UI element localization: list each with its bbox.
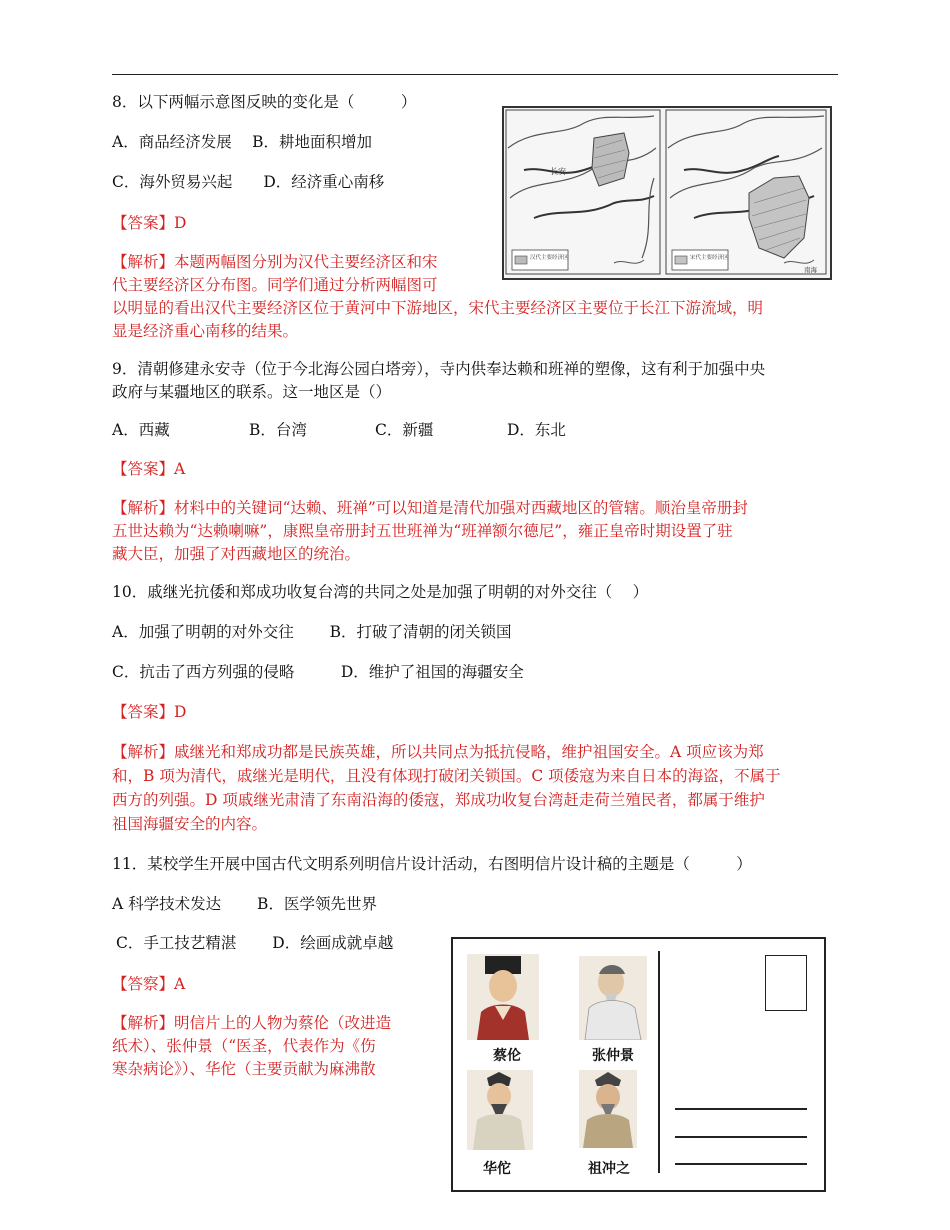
q8-analysis-line1: 【解析】本题两幅图分别为汉代主要经济区和宋 — [112, 253, 438, 271]
q8-options-cd: C．海外贸易兴起 D．经济重心南移 — [112, 173, 385, 191]
q9-analysis-line3: 藏大臣，加强了对西藏地区的统治。 — [112, 545, 361, 563]
q8-answer: 【答案】D — [112, 214, 187, 232]
q9-option-c: C．新疆 — [375, 421, 434, 439]
portrait-zu-chongzhi — [579, 1070, 637, 1148]
portrait-hua-tuo — [467, 1070, 533, 1150]
q11-analysis-line3: 寒杂病论》）、华佗（主要贡献为麻沸散 — [112, 1060, 376, 1078]
q11-answer: 【答察】A — [112, 975, 186, 993]
address-line-2 — [675, 1136, 807, 1138]
q11-analysis-line1: 【解析】明信片上的人物为蔡伦（改进造 — [112, 1014, 392, 1032]
han-dynasty-map — [506, 110, 660, 274]
q10-question: 10．戚继光抗倭和郑成功收复台湾的共同之处是加强了明朝的对外交往（ ） — [112, 583, 649, 601]
q10-analysis-line3: 西方的列强。D 项戚继光肃清了东南沿海的倭寇，郑成功收复台湾赶走荷兰殖民者，都属于维护 — [112, 791, 765, 809]
q9-analysis-line2: 五世达赖为“达赖喇嘛”，康熙皇帝册封五世班禅为“班禅额尔德尼”，雍正皇帝时期设置了驻 — [112, 522, 733, 540]
q8-analysis-line3: 以明显的看出汉代主要经济区位于黄河中下游地区，宋代主要经济区主要位于长江下游流域，明 — [112, 299, 764, 317]
q9-option-a: A．西藏 — [112, 421, 170, 439]
q10-options-cd: C．抗击了西方列强的侵略 D．维护了祖国的海疆安全 — [112, 663, 524, 681]
q10-analysis-line1: 【解析】戚继光和郑成功都是民族英雄，所以共同点为抵抗侵略，维护祖国安全。A 项应该为郑 — [112, 743, 764, 761]
q9-option-b: B．台湾 — [249, 421, 307, 439]
portrait-zhang-zhongjing — [579, 956, 647, 1040]
postcard-design — [451, 937, 826, 1192]
address-line-3 — [675, 1163, 807, 1165]
q8-options-ab: A．商品经济发展 B．耕地面积增加 — [112, 133, 373, 151]
q9-question-line2: 政府与某疆地区的联系。这一地区是（） — [112, 383, 392, 401]
q11-options-cd: C．手工技艺精湛 D．绘画成就卓越 — [116, 934, 394, 952]
q11-options-ab: A 科学技术发达 B．医学领先世界 — [112, 895, 377, 913]
stamp-box — [765, 955, 807, 1011]
q10-answer: 【答案】D — [112, 703, 187, 721]
name-zhang-zhongjing: 张仲景 — [592, 1048, 634, 1064]
q9-analysis-line1: 【解析】材料中的关键词“达赖、班禅”可以知道是清代加强对西藏地区的管辖。顺治皇帝册封 — [112, 499, 748, 517]
portrait-cai-lun — [467, 954, 539, 1040]
q11-analysis-line2: 纸术）、张仲景（“医圣，代表作为《伤 — [112, 1037, 376, 1055]
header-rule — [112, 74, 838, 75]
q9-answer: 【答案】A — [112, 460, 186, 478]
q9-option-d: D．东北 — [507, 421, 566, 439]
address-line-1 — [675, 1108, 807, 1110]
q10-analysis-line4: 祖国海疆安全的内容。 — [112, 815, 268, 833]
postcard-divider — [658, 951, 660, 1173]
name-cai-lun: 蔡伦 — [493, 1048, 521, 1064]
q8-analysis-line2: 代主要经济区分布图。同学们通过分析两幅图可 — [112, 276, 438, 294]
q8-analysis-line4: 显是经济重心南移的结果。 — [112, 322, 299, 340]
map-legend-song: 宋代主要经济区 — [690, 255, 729, 261]
q9-question-line1: 9．清朝修建永安寺（位于今北海公园白塔旁），寺内供奉达赖和班禅的塑像，这有利于加强中央 — [112, 360, 766, 378]
map-legend-han: 汉代主要经济区 — [530, 255, 569, 261]
economic-region-maps — [502, 106, 832, 280]
q11-question: 11．某校学生开展中国古代文明系列明信片设计活动，右图明信片设计稿的主题是（ ） — [112, 855, 752, 873]
q10-options-ab: A．加强了明朝的对外交往 B．打破了清朝的闭关锁国 — [112, 623, 512, 641]
map-label-nanhai: 南海 — [804, 266, 817, 274]
q8-question: 8．以下两幅示意图反映的变化是（ ） — [112, 93, 417, 111]
name-zu-chongzhi: 祖冲之 — [588, 1161, 630, 1177]
q10-analysis-line2: 和，B 项为清代，戚继光是明代，且没有体现打破闭关锁国。C 项倭寇为来自日本的海盗，不属于 — [112, 767, 781, 785]
map-label-changan: 长安 — [550, 167, 566, 176]
name-hua-tuo: 华佗 — [483, 1161, 511, 1177]
song-dynasty-map — [666, 110, 826, 274]
